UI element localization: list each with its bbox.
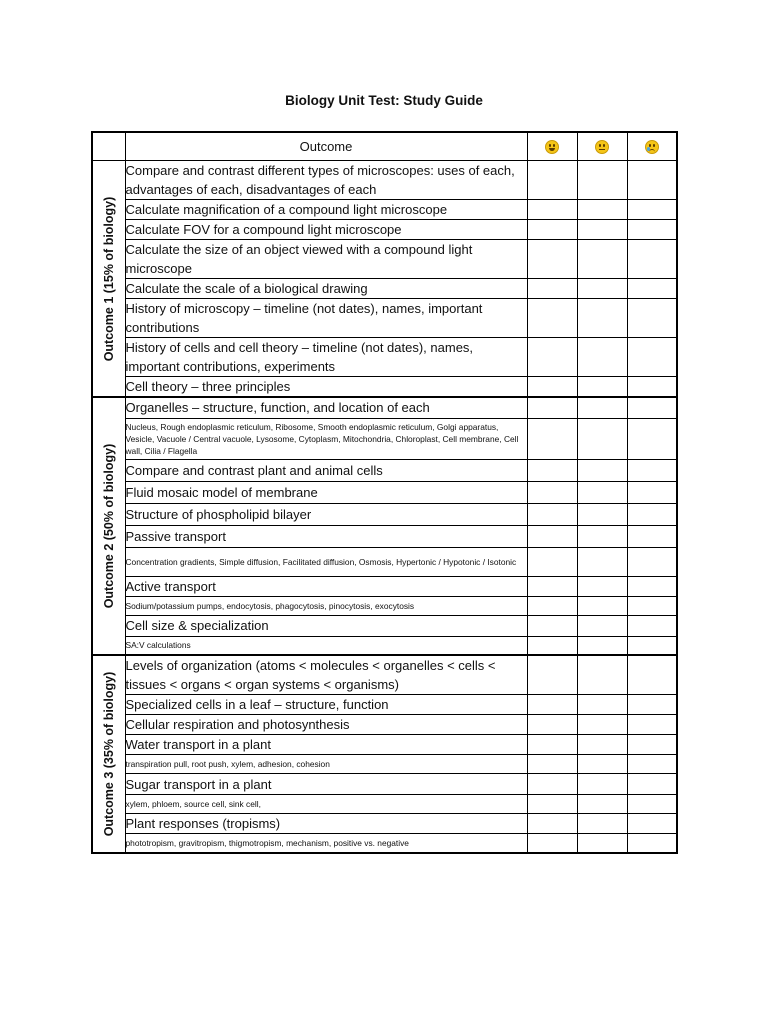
topic-row [92,695,677,715]
sad-rating-cell[interactable] [627,200,677,220]
topic-row [92,655,677,695]
happy-rating-cell[interactable] [527,596,577,615]
happy-rating-cell[interactable] [527,161,577,200]
topic-text: Cell size & specialization [125,615,527,636]
sub-topic-row [92,834,677,853]
sub-topic-text: Nucleus, Rough endoplasmic reticulum, Ribosome, Smooth endoplasmic reticulum, Golgi apparatus, Vesicle, Vacuole / Central vacuole, Lysosome, Cytoplasm, Mitochondria, Chloroplast, Cell membrane, Cell wall, Cilia / Flagella [125,418,527,459]
sub-topic-text: xylem, phloem, source cell, sink cell, [125,795,527,814]
sad-rating-cell[interactable] [627,636,677,655]
happy-rating-cell[interactable] [527,200,577,220]
topic-row [92,481,677,503]
happy-rating-cell[interactable] [527,503,577,525]
neutral-rating-cell[interactable] [577,338,627,377]
sub-topic-row [92,596,677,615]
corner-cell [92,132,125,161]
happy-rating-cell[interactable] [527,735,577,755]
happy-rating-cell[interactable] [527,279,577,299]
topic-row [92,615,677,636]
topic-text: History of microscopy – timeline (not dates), names, important contributions [125,299,527,338]
happy-rating-cell[interactable] [527,615,577,636]
sad-rating-cell[interactable] [627,834,677,853]
sad-rating-cell[interactable] [627,161,677,200]
topic-row [92,576,677,596]
happy-rating-cell[interactable] [527,547,577,576]
topic-text: Cell theory – three principles [125,377,527,398]
sub-topic-row [92,755,677,774]
topic-text: Calculate FOV for a compound light microscope [125,220,527,240]
sad-rating-cell[interactable] [627,397,677,418]
neutral-rating-cell[interactable] [577,615,627,636]
happy-rating-cell[interactable] [527,299,577,338]
happy-rating-cell[interactable] [527,220,577,240]
topic-text: Compare and contrast plant and animal cells [125,459,527,481]
topic-row [92,715,677,735]
sad-rating-cell[interactable] [627,525,677,547]
neutral-rating-cell[interactable] [577,240,627,279]
happy-rating-cell[interactable] [527,338,577,377]
neutral-rating-cell[interactable] [577,655,627,695]
neutral-column-header [577,132,627,161]
outcome-label-text: Outcome 2 (50% of biology) [101,443,116,609]
happy-rating-cell[interactable] [527,755,577,774]
neutral-rating-cell[interactable] [577,576,627,596]
topic-row [92,735,677,755]
sad-rating-cell[interactable] [627,338,677,377]
outcome-section-label [92,161,125,398]
sad-rating-cell[interactable] [627,459,677,481]
topic-text: Active transport [125,576,527,596]
neutral-rating-cell[interactable] [577,834,627,853]
neutral-face-icon [595,140,609,154]
topic-text: Fluid mosaic model of membrane [125,481,527,503]
outcome-header: Outcome [125,132,527,161]
sub-topic-row [92,636,677,655]
happy-rating-cell[interactable] [527,636,577,655]
neutral-rating-cell[interactable] [577,814,627,834]
sad-rating-cell[interactable] [627,220,677,240]
sad-column-header [627,132,677,161]
neutral-rating-cell[interactable] [577,279,627,299]
sad-rating-cell[interactable] [627,547,677,576]
neutral-rating-cell[interactable] [577,220,627,240]
topic-row [92,459,677,481]
happy-rating-cell[interactable] [527,481,577,503]
neutral-rating-cell[interactable] [577,525,627,547]
neutral-rating-cell[interactable] [577,377,627,398]
topic-row [92,525,677,547]
sub-topic-text: Concentration gradients, Simple diffusion, Facilitated diffusion, Osmosis, Hypertonic / Hypotonic / Isotonic [125,547,527,576]
topic-text: Compare and contrast different types of microscopes: uses of each, advantages of each, disadvantages of each [125,161,527,200]
sad-rating-cell[interactable] [627,755,677,774]
topic-text: Calculate magnification of a compound light microscope [125,200,527,220]
sad-rating-cell[interactable] [627,615,677,636]
sad-rating-cell[interactable] [627,240,677,279]
neutral-rating-cell[interactable] [577,735,627,755]
neutral-rating-cell[interactable] [577,459,627,481]
happy-rating-cell[interactable] [527,834,577,853]
sad-rating-cell[interactable] [627,655,677,695]
neutral-rating-cell[interactable] [577,755,627,774]
sad-rating-cell[interactable] [627,503,677,525]
outcome-label-text: Outcome 1 (15% of biology) [101,196,116,361]
sub-topic-row [92,795,677,814]
neutral-rating-cell[interactable] [577,774,627,795]
neutral-rating-cell[interactable] [577,200,627,220]
happy-rating-cell[interactable] [527,715,577,735]
sad-rating-cell[interactable] [627,481,677,503]
topic-row [92,200,677,220]
study-guide-table [91,131,678,854]
guide-body [92,161,677,853]
happy-rating-cell[interactable] [527,459,577,481]
sad-rating-cell[interactable] [627,377,677,398]
happy-rating-cell[interactable] [527,795,577,814]
topic-row [92,338,677,377]
topic-row [92,161,677,200]
sad-rating-cell[interactable] [627,814,677,834]
neutral-rating-cell[interactable] [577,695,627,715]
topic-row [92,774,677,795]
topic-text: Specialized cells in a leaf – structure, function [125,695,527,715]
neutral-rating-cell[interactable] [577,596,627,615]
happy-rating-cell[interactable] [527,240,577,279]
topic-row [92,240,677,279]
topic-text: Cellular respiration and photosynthesis [125,715,527,735]
sad-rating-cell[interactable] [627,735,677,755]
sad-rating-cell[interactable] [627,576,677,596]
topic-text: Plant responses (tropisms) [125,814,527,834]
happy-rating-cell[interactable] [527,397,577,418]
happy-rating-cell[interactable] [527,576,577,596]
happy-rating-cell[interactable] [527,525,577,547]
sub-topic-text: SA:V calculations [125,636,527,655]
outcome-label-text: Outcome 3 (35% of biology) [101,671,116,837]
topic-row [92,397,677,418]
happy-face-icon [545,140,559,154]
sub-topic-row [92,547,677,576]
topic-row [92,220,677,240]
topic-text: Calculate the size of an object viewed with a compound light microscope [125,240,527,279]
neutral-rating-cell[interactable] [577,547,627,576]
happy-column-header [527,132,577,161]
topic-text: Sugar transport in a plant [125,774,527,795]
sad-rating-cell[interactable] [627,715,677,735]
sad-rating-cell[interactable] [627,418,677,459]
topic-text: Water transport in a plant [125,735,527,755]
sub-topic-text: Sodium/potassium pumps, endocytosis, phagocytosis, pinocytosis, exocytosis [125,596,527,615]
sad-rating-cell[interactable] [627,596,677,615]
topic-text: Structure of phospholipid bilayer [125,503,527,525]
sad-face-icon [645,140,659,154]
topic-row [92,377,677,398]
happy-rating-cell[interactable] [527,655,577,695]
topic-text: History of cells and cell theory – timeline (not dates), names, important contributions, experiments [125,338,527,377]
topic-text: Organelles – structure, function, and location of each [125,397,527,418]
sub-topic-row [92,418,677,459]
topic-row [92,299,677,338]
topic-row [92,279,677,299]
sub-topic-text: transpiration pull, root push, xylem, adhesion, cohesion [125,755,527,774]
page-title: Biology Unit Test: Study Guide [285,93,483,108]
sub-topic-text: phototropism, gravitropism, thigmotropism, mechanism, positive vs. negative [125,834,527,853]
happy-rating-cell[interactable] [527,814,577,834]
topic-row [92,503,677,525]
neutral-rating-cell[interactable] [577,636,627,655]
topic-text: Levels of organization (atoms < molecules < organelles < cells < tissues < organs < organ systems < organisms) [125,655,527,695]
topic-row [92,814,677,834]
happy-rating-cell[interactable] [527,377,577,398]
neutral-rating-cell[interactable] [577,397,627,418]
sad-rating-cell[interactable] [627,695,677,715]
neutral-rating-cell[interactable] [577,299,627,338]
sad-rating-cell[interactable] [627,279,677,299]
topic-text: Passive transport [125,525,527,547]
happy-rating-cell[interactable] [527,695,577,715]
sad-rating-cell[interactable] [627,795,677,814]
header-row [92,132,677,161]
topic-text: Calculate the scale of a biological drawing [125,279,527,299]
outcome-section-label [92,397,125,655]
happy-rating-cell[interactable] [527,418,577,459]
neutral-rating-cell[interactable] [577,715,627,735]
neutral-rating-cell[interactable] [577,795,627,814]
happy-rating-cell[interactable] [527,774,577,795]
neutral-rating-cell[interactable] [577,503,627,525]
neutral-rating-cell[interactable] [577,418,627,459]
outcome-section-label [92,655,125,853]
neutral-rating-cell[interactable] [577,481,627,503]
sad-rating-cell[interactable] [627,299,677,338]
sad-rating-cell[interactable] [627,774,677,795]
neutral-rating-cell[interactable] [577,161,627,200]
